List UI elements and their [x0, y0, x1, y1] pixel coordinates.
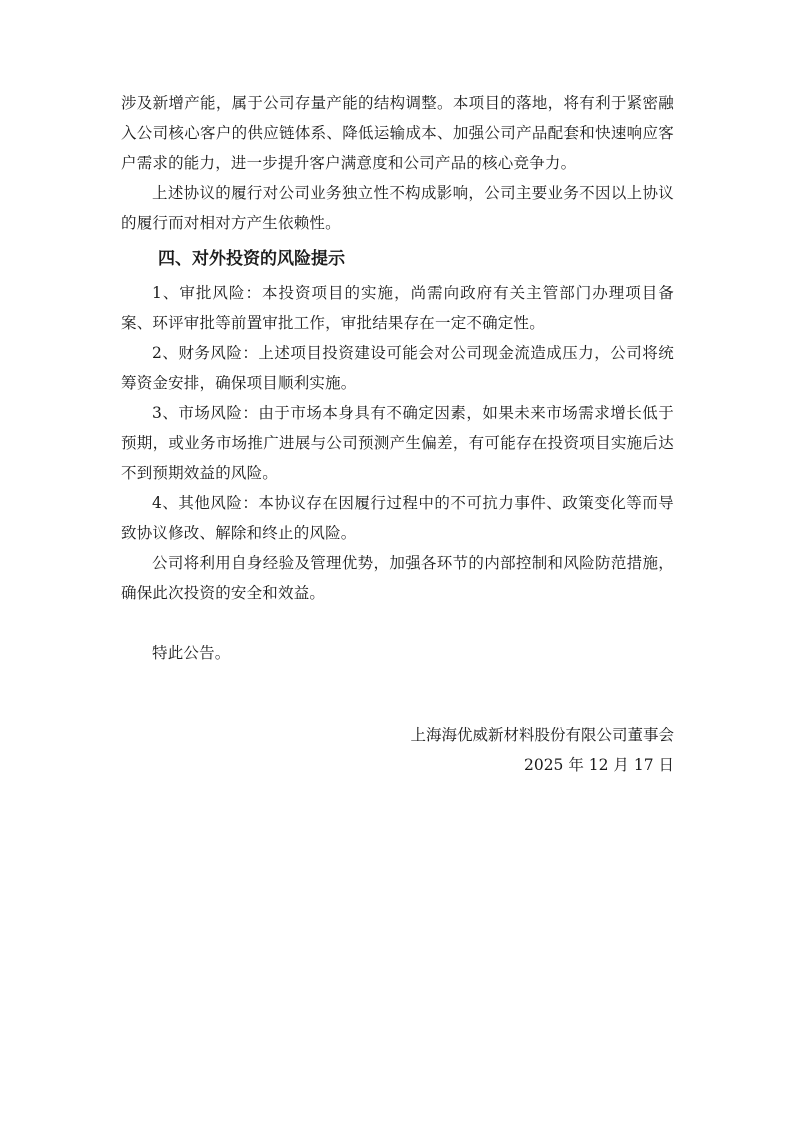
- signature-company: 上海海优威新材料股份有限公司董事会: [410, 726, 674, 744]
- closing-statement: 特此公告。: [152, 644, 231, 662]
- risk-item-financial: 2、财务风险：上述项目投资建设可能会对公司现金流造成压力，公司将统筹资金安排，确保项目顺利实施。: [121, 344, 674, 392]
- independence-paragraph: 上述协议的履行对公司业务独立性不构成影响，公司主要业务不因以上协议的履行而对相对方产生依赖性。: [121, 184, 674, 232]
- risk-item-other: 4、其他风险：本协议存在因履行过程中的不可抗力事件、政策变化等而导致协议修改、解除和终止的风险。: [121, 494, 674, 542]
- continuation-paragraph: 涉及新增产能，属于公司存量产能的结构调整。本项目的落地，将有利于紧密融入公司核心客户的供应链体系、降低运输成本、加强公司产品配套和快速响应客户需求的能力，进一步提升客户满意度和公司产品的核心竞争力。: [121, 94, 674, 172]
- conclusion-paragraph: 公司将利用自身经验及管理优势，加强各环节的内部控制和风险防范措施，确保此次投资的安全和效益。: [121, 554, 674, 602]
- document-page: [121, 88, 674, 780]
- signature-block: [121, 720, 674, 780]
- signature-date: 2025 年 12 月 17 日: [523, 756, 674, 774]
- risk-item-approval: 1、审批风险：本投资项目的实施，尚需向政府有关主管部门办理项目备案、环评审批等前置审批工作，审批结果存在一定不确定性。: [121, 284, 674, 332]
- risk-item-market: 3、市场风险：由于市场本身具有不确定因素，如果未来市场需求增长低于预期，或业务市场推广进展与公司预测产生偏差，有可能存在投资项目实施后达不到预期效益的风险。: [121, 404, 674, 482]
- section-heading: 四、对外投资的风险提示: [158, 249, 345, 269]
